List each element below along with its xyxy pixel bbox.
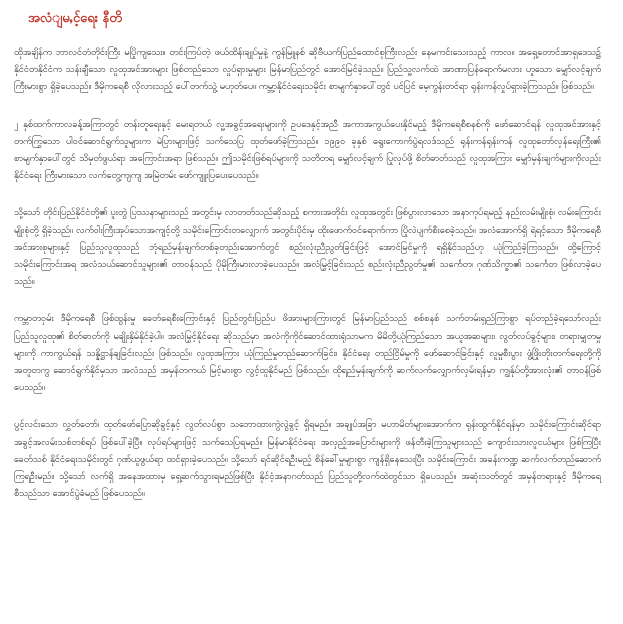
- paragraph-5: ပွင့်လင်းသော လွှတ်တော်၊ ထုတ်ဖော်ပြောဆိုခွင့်နှင့် လွတ်လပ်စွာ သဘောထားကွဲလွဲခွင့် ရှိရမည်။ အချုပ်အခြာ မဟာမိတ်များအောက်က ရုန်းထွက်နိုင်ရန်မှာ သမိုင်းကြောင်းဆိုင်ရာ အခွင့်အလမ်းသစ်တစ်ရပ် ဖြစ်ပေါ်ခဲ့ပြီ။ လုပ်ရပ်များဖြင့် သက်သေပြရမည်။ မြန်မာနိုင်ငံရေး အလှည့်အပြောင်းများကို ဖန်တီးခဲ့ကြသူများသည် ကျောင်းသားလူငယ်များ ဖြစ်ကြပြီး ခေတ်သစ် နိုင်ငံရေးသမိုင်းတွင် ဂုဏ်ယူဖွယ်ရာ ထင်ရှားခဲ့ပေသည်။ သို့သော် ရင်ဆိုင်ရဦးမည့် စိန်ခေါ်မှုများစွာ ကျန်ရှိနေသေးပြီး သမိုင်းကြောင်း အခန်းကဏ္ဍ ဆက်လက်တည်ဆောက်ကြရဦးမည်။ သို့သော် လက်ရှိ အနေအထားမှ ရှေ့ဆက်သွားရမည်ဖြစ်ပြီး နိုင်ငံ့အနာဂတ်သည် ပြည်သူတို့လက်ထဲတွင်သာ ရှိပေသည်။ အဆုံးသတ်တွင် အမှန်တရားနှင့် ဒီမိုကရေစီသည်သာ အောင်ပွဲခံမည် ဖြစ်ပေသည်။: [14, 419, 601, 500]
- article-title: အလံျမႇင့်ရေး နီတိ: [28, 11, 122, 26]
- paragraph-4: ကမ္ဘာတဝှမ်း ဒီမိုကရေစီ ဖြစ်ထွန်းမှု ခေတ်ရေစီးကြောင်းနှင့် ပြည်တွင်းပြည်ပ ဖိအားများကြားတွင် မြန်မာပြည်သည် စစ်စနစ် သက်တမ်းရှည်ကြာစွာ ရပ်တည်ခဲ့ရသော်လည်း ပြည်သူလူထု၏ စိတ်ဓာတ်ကို မချိုးနှိမ်နိုင်ခဲ့ပါ။ အလံမြှင့်နိုင်ရေး ဆိုသည်မှာ အလံကိုကိုင်ဆောင်ထားရုံသာမက မိမိတို့ယုံကြည်သော အယူအဆများ၊ လွတ်လပ်ခွင့်များ၊ တရားမျှတမှုများကို ကာကွယ်ရန် သန္နိဋ္ဌာန်ချခြင်းလည်း ဖြစ်သည်။ လူထုအကြား ယုံကြည်မှုတည်ဆောက်ခြင်း၊ နိုင်ငံရေး တည်ငြိမ်မှုကို ဖော်ဆောင်ခြင်းနှင့် လူမှုစီးပွား ဖွံ့ဖြိုးတိုးတက်ရေးတို့ကို အတူတကွ ဆောင်ရွက်နိုင်မှသာ အလံသည် အမှန်တကယ် မြင့်မားစွာ လွင့်ထူနိုင်မည် ဖြစ်သည်။ ထိုရည်မှန်းချက်ကို ဆက်လက်လျှောက်လှမ်းရန်မှာ ကျွန်ုပ်တို့အားလုံး၏ တာဝန်ဖြစ်ပေသည်။: [14, 313, 601, 394]
- paragraph-1: ထိုအချိန်က ဘာလင်တံတိုင်းကြီး မပြိုကျသေး။ တင်းကြပ်တဲ့ ဖယ်ထိန်းချုပ်မှုနဲ့ ကွန်မြူနစ် ဆိုဗီယက်ပြည်ထောင်စုကြီးလည်း နေမကင်းသေးသည့် ကာလ။ အရှေ့တောင်အာရှဒေသ၌ နိုင်ငံတနိုင်ငံက သန်းချီသော လူထုအင်အားများ ဖြစ်တည်သော လှုပ်ရှားမှုများ မြန်မာပြည်တွင် အောင်မြင်ခဲ့သည်။ ပြည်သူ့လက်ထဲ အာဏာပြန်ရောက်မလား ဟူသော မျှော်လင့်ချက် ကြီးမားစွာ ရှိခဲ့ပေသည်။ ဒီမိုကရေစီ လိုလားသည့် ပေါ်တက်သွဲ့ မဟုတ်ပေ။ ကမ္ဘာ့နိုင်ငံရေးသမိုင်း စာမျက်နှာပေါ်တွင် ပင်ပြင် မေ့ကွန်းတင်ရာ ရုန်းကန်လှုပ်ရှားခဲ့ကြသည်။ ဖြစ်သည်။: [14, 47, 601, 93]
- paragraph-3: သို့သော် တိုင်းပြည်နိုင်ငံတို့၏ ပူးတွဲ ပြဿနာများသည် အတွင်းမှ လာတတ်သည်ဆိုသည့် စကားအတိုင်း လူထုအတွင်း ဖြစ်ပွားလာသော အနာကုပ်ရမည့် နည်းလမ်းမျိုးစုံ၊ လမ်းကြောင်းမျိုးစုံတို့ ရှိခဲ့သည်။ လက်ဝါးကြီးအုပ်သောအကျင့်တို့ သမိုင်းကြောင်းတလျှောက် အတွင်းပိုင်းမှ ထိုးဖောက်ဝင်ရောက်ကာ ပြိုလဲပျက်စီးစေခဲ့သည်။ အလံအောက်ရှိ ရဲရင့်သော ဒီမိုကရေစီ အင်အားစုများနှင့် ပြည်သူလူထုသည် ဘုံရည်မှန်းချက်တစ်ခုတည်းအောက်တွင် စည်းလုံးညီညွတ်ခြင်းဖြင့် အောင်မြင်မှုကို ရရှိနိုင်သည်ဟု ယုံကြည်ခဲ့ကြသည်။ ထို့ကြောင့် သမိုင်းကြောင်းအရ အလံသယ်ဆောင်သူများ၏ တာဝန်သည် ပိုမိုကြီးမားလာခဲ့ပေသည်။ အလံမြှင့်ခြင်းသည် စည်းလုံးညီညွတ်မှု၏ သင်္ကေတ၊ ဂုဏ်သိက္ခာ၏ သင်္ကေတ ဖြစ်လာခဲ့ပေသည်။: [14, 207, 601, 288]
- paragraph-2: ၂ နှစ်ထက်ကာလခန့်အကြာတွင် တန်းတူရေးနှင့် မေးရတယ် လူ့အခွင့်အရေးများကို ဥပဒေနှင့်အညီ အကာအကွယ်ပေးနိုင်မည့် ဒီမိုကရေစီစနစ်ကို ဖော်ဆောင်ရန် လူထုအင်အားနှင့် တက်ကြွသော ပါဝင်ဆောင်ရွက်သူများက မဲပြားများဖြင့် သက်သေပြ ထုတ်ဖော်ခဲ့ကြသည်။ ၁၉၉၀ ခုနှစ် ရွေးကောက်ပွဲရလဒ်သည် ရုန်းကန်ရုန်းကန် လူထုတော်လှန်ရေးကြီး၏ စာမျက်နှာပေါ်တွင် သိမှတ်ဖွယ်ရာ အကြောင်းအရာ ဖြစ်သည်။ ဤသမိုင်းဖြစ်ရပ်များကို သတိတရ မျှော်လင့်ချက် ပြုလုပ်ဖို့ စိတ်ဓာတ်သည် လူထုအကြား မျှော်မှန်းချက်များကိုလည်း နိုင်ငံရေး ကြီးမားသော လက်တွေ့ကျကျ အမြဲတမ်း ဖော်ကျူးပြပေးပေသည်။: [14, 118, 601, 182]
